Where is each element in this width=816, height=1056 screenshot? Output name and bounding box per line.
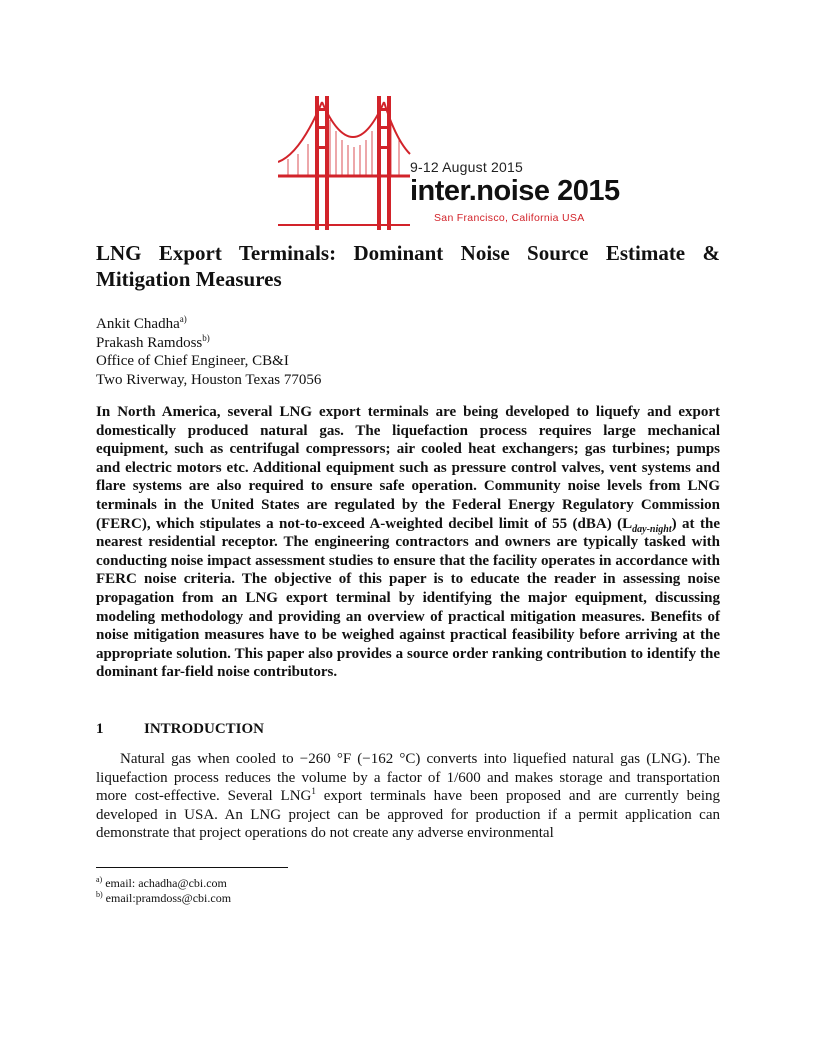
conference-date: 9-12 August 2015 bbox=[410, 159, 523, 175]
author-block bbox=[96, 315, 720, 389]
affiliation: Office of Chief Engineer, CB&I bbox=[96, 353, 289, 369]
author-2: Prakash Ramdoss$^{b)}$ bbox=[96, 332, 210, 351]
conference-logo bbox=[278, 96, 620, 230]
footnotes bbox=[96, 876, 231, 906]
address: Two Riverway, Houston Texas 77056 bbox=[96, 371, 322, 388]
footnote-divider bbox=[96, 867, 288, 868]
section-title: INTRODUCTION bbox=[144, 721, 265, 737]
author-1-mark: a) bbox=[179, 314, 187, 324]
section-number: 1 bbox=[96, 721, 104, 737]
section-heading bbox=[96, 721, 264, 738]
footnote-b: $^{b)}$ email:pramdoss@cbi.com bbox=[96, 890, 232, 905]
footnote-a: $^{a)}$ email: achadha@cbi.com bbox=[96, 875, 227, 890]
paper-title: LNG Export Terminals: Dominant Noise Source Estimate & Mitigation Measures bbox=[96, 241, 720, 291]
author-2-mark: b) bbox=[202, 332, 210, 343]
author-1: Ankit Chadha$^{a)}$ bbox=[96, 314, 187, 332]
abstract: In North America, several LNG export terminals are being developed to liquefy and export domestically produced natural gas. The liquefaction process requires large mechanical equipment, such as centrifugal compressors; air cooled heat exchangers; gas turbines; pumps and electric motors etc. Additional equipment such as pressure control valves, vent systems and flare systems are also required to ensure safe operation. Community noise levels from LNG terminals in the United States are regulated by the Federal Energy Regulatory Commission (FERC), which stipulates a not-to-exceed A-weighted decibel limit of 55 (dBA) $(L_{day-night})$ at the nearest residential receptor. The engineering contractors and owners are typically tasked with conducting noise impact assessment studies to ensure that the facility operates in accordance with FERC noise criteria. The objective of this paper is to educate the reader in assessing noise propagation from an LNG export terminal by identifying the major equipment, discussing modeling methodology and providing an overview of practical mitigation measures. Benefits of noise mitigation measures have to be weighed against practical feasibility before arriving at the appropriate solution. This paper also provides a source order ranking contribution to identify the dominant far-field noise contributors. bbox=[96, 404, 720, 681]
conference-name: inter.noise 2015 bbox=[410, 175, 620, 207]
conference-location: San Francisco, California USA bbox=[434, 212, 585, 224]
introduction-paragraph: Natural gas when cooled to −260 °F (−162 °C) converts into liquefied natural gas (LNG). The liquefaction process reduces the volume by a factor of 1/600 and makes storage and transportation more cost-effective. Several LNG$^1$ export terminals have been proposed and are currently being developed in USA. An LNG project can be approved for production if a permit application can demonstrate that project operations do not create any adverse environmental bbox=[96, 751, 721, 842]
abstract-subscript: day-night bbox=[632, 523, 672, 535]
footnote-ref: 1 bbox=[311, 786, 316, 797]
